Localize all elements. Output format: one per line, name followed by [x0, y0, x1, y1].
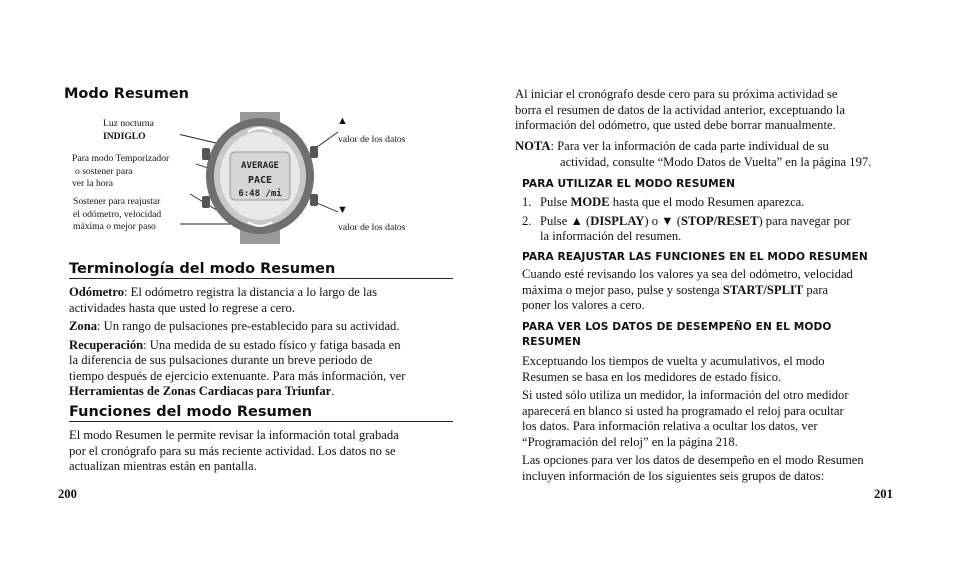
watch-display-line1: AVERAGE — [241, 161, 279, 171]
zone-definition: Zona: Un rango de pulsaciones pre-establecido para su actividad. — [69, 319, 400, 333]
watch-display-line3: 6:48 /mi — [238, 189, 282, 199]
callout-up-label: valor de los datos — [338, 134, 406, 145]
watch-illustration — [180, 112, 340, 244]
performance-heading: PARA VER LOS DATOS DE DESEMPEÑO EN EL MODO RESUMEN — [522, 321, 832, 348]
callout-reset: Sostener para reajustar el odómetro, velocidad máxima o mejor paso — [73, 196, 162, 232]
step-1: 1. Pulse MODE hasta que el modo Resumen aparezca. — [522, 195, 805, 209]
callout-night-light: Luz nocturna INDIGLO — [103, 118, 154, 142]
use-mode-heading: PARA UTILIZAR EL MODO RESUMEN — [522, 178, 736, 190]
callout-down-label: valor de los datos — [338, 222, 406, 233]
terminology-heading: Terminología del modo Resumen — [69, 261, 336, 277]
callout-timer: Para modo Temporizador o sostener para ver la hora — [72, 153, 170, 189]
functions-body: El modo Resumen le permite revisar la información total grabada por el cronógrafo para su más reciente actividad. Los datos no se actualizan mientras están en pantalla. — [69, 428, 399, 473]
reset-paragraph: Cuando esté revisando los valores ya sea del odómetro, velocidad máxima o mejor paso, pulse y sostenga START/SPLIT para poner los valores a cero. — [522, 267, 853, 312]
down-arrow-icon: ▼ — [337, 204, 348, 216]
step-2: 2. Pulse ▲ (DISPLAY) o ▼ (STOP/RESET) para navegar por — [522, 213, 851, 228]
intro-paragraph: Al iniciar el cronógrafo desde cero para su próxima actividad se borra el resumen de datos de la actividad anterior, exceptuando la información del odómetro, que usted debe borrar manualmente. — [515, 87, 845, 132]
watch-display-line2: PACE — [247, 175, 273, 186]
functions-heading: Funciones del modo Resumen — [69, 404, 313, 420]
page-number-left: 200 — [58, 487, 77, 501]
up-arrow-icon: ▲ — [337, 115, 348, 127]
terminology-rule — [69, 278, 453, 279]
functions-rule — [69, 421, 453, 422]
performance-body: Exceptuando los tiempos de vuelta y acumulativos, el modo Resumen se basa en los medidores de estado físico. Si usted sólo utiliza un medidor, la información del otro medidor aparecerá en blanco si usted ha programado el reloj para ocultar los datos. Para información relativa a ocultar los datos, ver “Programación del reloj” en la página 218. Las opciones para ver los datos de desempeño en el modo Resumen incluyen información de los siguientes seis grupos de datos: — [522, 354, 864, 483]
steps-list: 1. Pulse MODE hasta que el modo Resumen aparezca. 2. Pulse ▲ (DISPLAY) o ▼ (STOP/RESET) para navegar por la información del resumen. — [522, 195, 902, 245]
note-paragraph: NOTA: Para ver la información de cada parte individual de su actividad, consulte “Modo Datos de Vuelta” en la página 197. — [515, 139, 872, 169]
page-number-right: 201 — [874, 487, 893, 501]
terminology-body — [69, 285, 459, 400]
odometer-definition: Odómetro: El odómetro registra la distancia a lo largo de las actividades hasta que usted lo regrese a cero. — [69, 285, 377, 315]
page-title: Modo Resumen — [64, 86, 189, 102]
recovery-definition: Recuperación: Una medida de su estado físico y fatiga basada en la diferencia de sus pulsaciones durante un breve periodo de tiempo después de ejercicio extenuante. Para más información, ver Herramientas de Zonas Cardiacas para Triunfar. — [69, 337, 406, 398]
reset-heading: PARA REAJUSTAR LAS FUNCIONES EN EL MODO RESUMEN — [522, 251, 868, 263]
